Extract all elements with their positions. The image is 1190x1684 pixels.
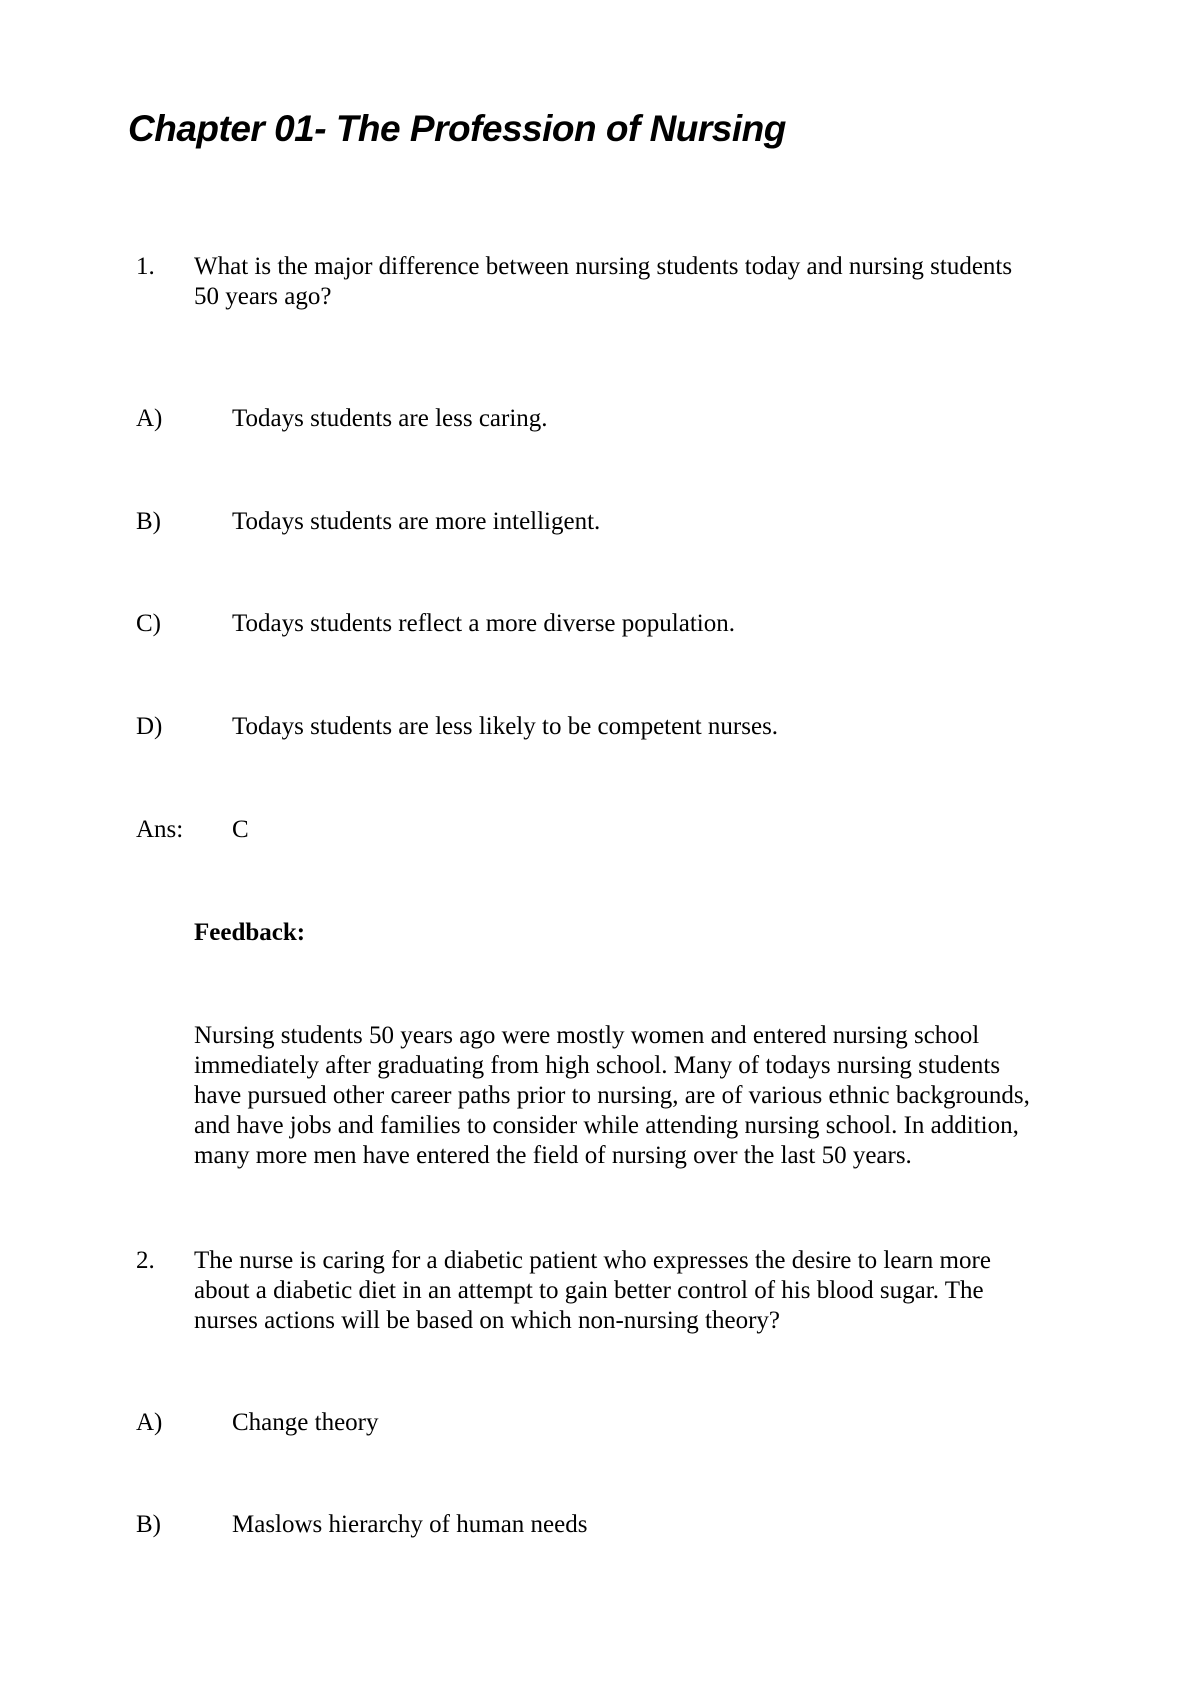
question-1-option-c-text: Todays students reflect a more diverse population. [232, 610, 735, 637]
question-1-text [194, 252, 1012, 312]
question-1-answer-value: C [232, 816, 249, 843]
question-2-option-a-letter: A) [136, 1409, 163, 1436]
question-1-feedback-label: Feedback: [194, 919, 306, 946]
feedback-line-3: have pursued other career paths prior to nursing, are of various ethnic backgrounds, [194, 1082, 1030, 1109]
question-1-line-1: What is the major difference between nursing students today and nursing students [194, 253, 1013, 280]
question-2-text [194, 1246, 991, 1336]
question-2-option-b-text: Maslows hierarchy of human needs [232, 1511, 588, 1538]
question-1-option-a-text: Todays students are less caring. [232, 405, 548, 432]
question-1-option-d-text: Todays students are less likely to be competent nurses. [232, 713, 779, 740]
question-1-line-2: 50 years ago? [194, 283, 332, 310]
question-2-line-2: about a diabetic diet in an attempt to gain better control of his blood sugar. The [194, 1277, 984, 1304]
question-2-option-a-text: Change theory [232, 1409, 379, 1436]
question-1-feedback-text [194, 1021, 1054, 1171]
question-1-option-c-letter: C) [136, 610, 161, 637]
feedback-line-5: many more men have entered the field of nursing over the last 50 years. [194, 1142, 912, 1169]
question-1-answer-label: Ans: [136, 816, 184, 843]
feedback-line-2: immediately after graduating from high school. Many of todays nursing students [194, 1052, 1001, 1079]
question-1-option-a-letter: A) [136, 405, 163, 432]
feedback-line-1: Nursing students 50 years ago were mostly women and entered nursing school [194, 1022, 980, 1049]
question-1-number: 1. [136, 253, 155, 280]
feedback-line-4: and have jobs and families to consider while attending nursing school. In addition, [194, 1112, 1019, 1139]
chapter-title: Chapter 01- The Profession of Nursing [128, 108, 786, 149]
question-2-option-b-letter: B) [136, 1511, 161, 1538]
question-2-line-1: The nurse is caring for a diabetic patient who expresses the desire to learn more [194, 1247, 991, 1274]
question-2-number: 2. [136, 1247, 155, 1274]
question-1-option-b-text: Todays students are more intelligent. [232, 508, 601, 535]
question-1-option-b-letter: B) [136, 508, 161, 535]
question-1-option-d-letter: D) [136, 713, 163, 740]
question-2-line-3: nurses actions will be based on which non-nursing theory? [194, 1307, 780, 1334]
